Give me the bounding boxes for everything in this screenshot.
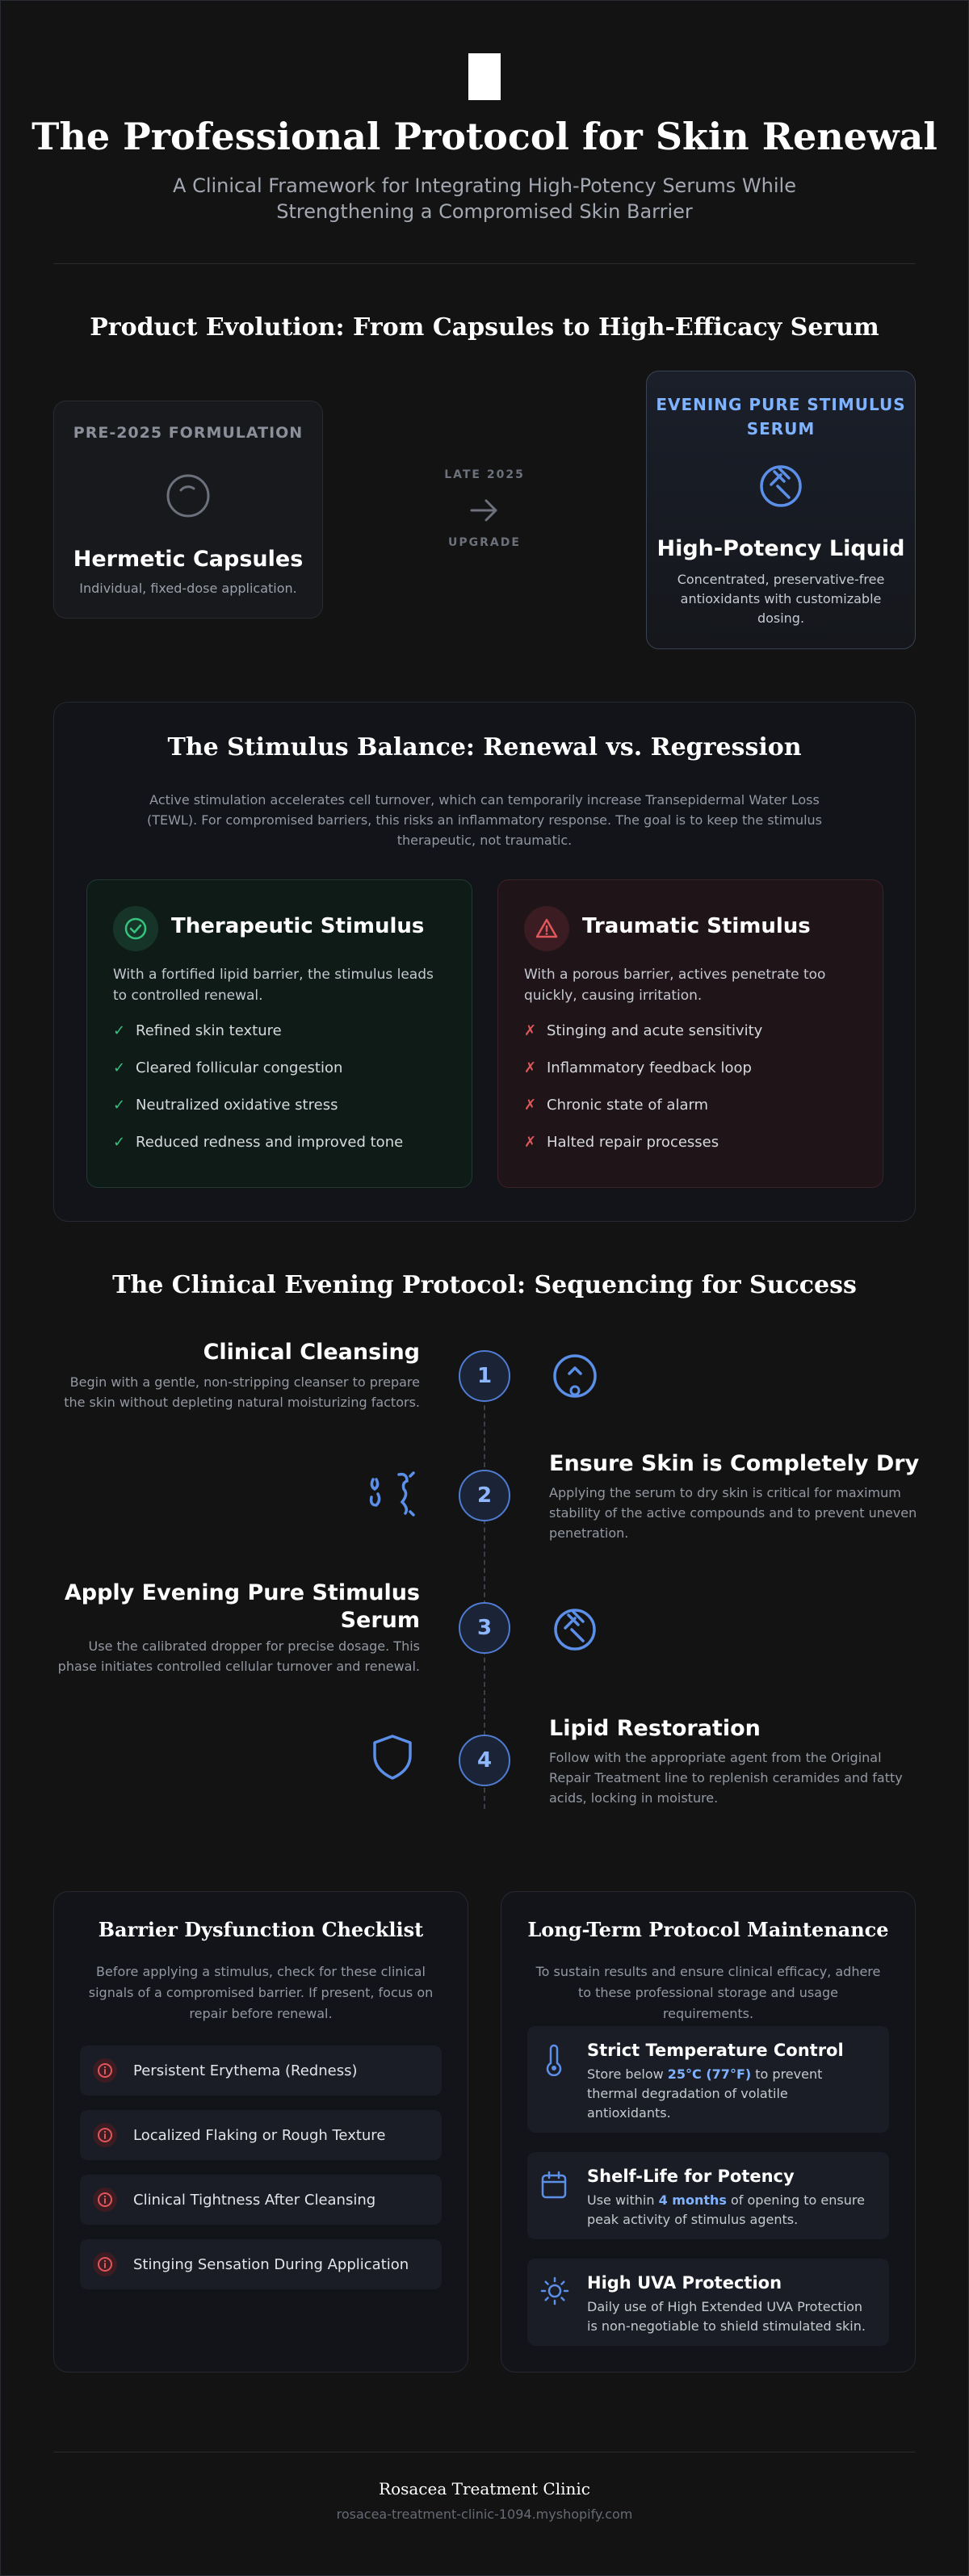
list-item: ✓ Cleared follicular congestion (113, 1059, 343, 1076)
checkmark-icon: ✓ (113, 1022, 126, 1039)
warning-triangle-icon (524, 906, 569, 951)
step-3-number: 3 (459, 1602, 510, 1654)
checklist-item: Stinging Sensation During Application (80, 2239, 442, 2289)
new-formulation-desc: Concentrated, preservative-free antioxidants with customizable dosing. (677, 572, 885, 626)
old-formulation-card (53, 401, 323, 619)
calendar-icon (540, 2170, 568, 2204)
step-4-desc: Follow with the appropriate agent from the Original Repair Treatment line to replenish ceramides and fatty acids, locking in moisture. (549, 1750, 903, 1806)
protocol-title: The Clinical Evening Protocol: Sequencing for Success (112, 1271, 857, 1299)
cross-icon: ✗ (524, 1059, 537, 1076)
checkmark-icon: ✓ (113, 1059, 126, 1076)
dropper-icon (551, 1604, 599, 1655)
sun-icon (540, 2276, 569, 2309)
step-1-number: 1 (459, 1350, 510, 1402)
arrow-right-icon (467, 493, 502, 531)
maintenance-item-shelf-life: Shelf-Life for Potency Use within 4 months of opening to ensure peak activity of stimulus agents. (527, 2152, 889, 2239)
water-drops-icon (367, 1470, 418, 1521)
list-item: ✗ Stinging and acute sensitivity (524, 1022, 763, 1039)
barrier-checklist-panel (53, 1891, 468, 2373)
list-item: ✗ Chronic state of alarm (524, 1097, 709, 1114)
maintenance-item-temperature: Strict Temperature Control Store below 25°C (77°F) to prevent thermal degradation of volatile antioxidants. (527, 2026, 889, 2133)
new-formulation-label: EVENING PURE STIMULUS SERUM (656, 395, 906, 438)
header-divider (53, 263, 916, 264)
list-item: ✓ Refined skin texture (113, 1022, 282, 1039)
info-icon (93, 2252, 117, 2276)
checklist-title: Barrier Dysfunction Checklist (98, 1918, 424, 1941)
balance-intro: Active stimulation accelerates cell turnover, which can temporarily increase Transepidermal Water Loss (TEWL). For compromised barriers, this risks an inflammatory response. The goal is to keep the stimulus therapeutic, not traumatic. (146, 792, 823, 848)
therapeutic-card (86, 879, 472, 1188)
cleanser-icon (551, 1352, 599, 1403)
step-4-number: 4 (459, 1735, 510, 1786)
transition-label: UPGRADE (448, 536, 521, 549)
check-circle-icon (113, 906, 158, 951)
capsule-ring-icon (165, 472, 212, 522)
step-1-desc: Begin with a gentle, non-stripping cleanser to prepare the skin without depleting natural moisturizing factors. (64, 1374, 420, 1410)
maintenance-item-uva: High UVA Protection Daily use of High Extended UVA Protection is non-negotiable to shield stimulated skin. (527, 2259, 889, 2346)
therapeutic-title: Therapeutic Stimulus (171, 914, 425, 938)
step-2-title: Ensure Skin is Completely Dry (549, 1451, 920, 1476)
checklist-item: Persistent Erythema (Redness) (80, 2045, 442, 2096)
maintenance-title: Long-Term Protocol Maintenance (527, 1918, 889, 1941)
balance-title: The Stimulus Balance: Renewal vs. Regression (167, 733, 802, 761)
traumatic-title: Traumatic Stimulus (582, 914, 811, 938)
footer-url-link[interactable]: rosacea-treatment-clinic-1094.myshopify.com (336, 2507, 633, 2522)
new-formulation-card (646, 371, 916, 649)
checklist-item: Localized Flaking or Rough Texture (80, 2110, 442, 2160)
new-formulation-name: High-Potency Liquid (656, 536, 905, 561)
step-3-desc: Use the calibrated dropper for precise dosage. This phase initiates controlled cellular turnover and renewal. (57, 1638, 420, 1674)
step-2-number: 2 (459, 1470, 510, 1521)
list-item: ✗ Halted repair processes (524, 1134, 719, 1151)
cross-icon: ✗ (524, 1134, 537, 1151)
info-icon (93, 2123, 117, 2147)
traumatic-list (524, 1022, 866, 1171)
checkmark-icon: ✓ (113, 1097, 126, 1114)
page-subtitle: A Clinical Framework for Integrating High-Potency Serums While Strengthening a Compromised Skin Barrier (173, 174, 796, 223)
list-item: ✓ Reduced redness and improved tone (113, 1134, 404, 1151)
checklist-item: Clinical Tightness After Cleansing (80, 2175, 442, 2225)
maintenance-panel (501, 1891, 916, 2373)
footer-clinic-name: Rosacea Treatment Clinic (379, 2479, 590, 2498)
old-formulation-desc: Individual, fixed-dose application. (79, 581, 297, 596)
thermometer-icon (540, 2044, 568, 2079)
checkmark-icon: ✓ (113, 1134, 126, 1151)
therapeutic-desc: With a fortified lipid barrier, the stimulus leads to controlled renewal. (113, 967, 434, 1004)
list-item: ✗ Inflammatory feedback loop (524, 1059, 752, 1076)
evolution-title: Product Evolution: From Capsules to High-Efficacy Serum (90, 313, 879, 342)
old-formulation-label: PRE-2025 FORMULATION (73, 424, 304, 442)
maintenance-intro: To sustain results and ensure clinical efficacy, adhere to these professional storage and usage requirements. (535, 1964, 881, 2021)
cross-icon: ✗ (524, 1022, 537, 1039)
page-title: The Professional Protocol for Skin Renewal (31, 115, 938, 158)
step-3-title: Apply Evening Pure Stimulus Serum (64, 1580, 420, 1633)
shield-icon (370, 1733, 415, 1785)
transition-date: LATE 2025 (444, 468, 525, 481)
info-icon (93, 2058, 117, 2083)
old-formulation-name: Hermetic Capsules (73, 547, 304, 572)
brand-logo (468, 53, 501, 100)
list-item: ✓ Neutralized oxidative stress (113, 1097, 338, 1114)
info-icon (93, 2188, 117, 2212)
traumatic-desc: With a porous barrier, actives penetrate too quickly, causing irritation. (524, 967, 826, 1004)
step-4-title: Lipid Restoration (549, 1716, 761, 1741)
dropper-icon (757, 460, 805, 512)
therapeutic-list (113, 1022, 455, 1171)
traumatic-card (497, 879, 883, 1188)
step-2-desc: Applying the serum to dry skin is critical for maximum stability of the active compounds and to prevent uneven penetration. (549, 1485, 917, 1541)
step-1-title: Clinical Cleansing (203, 1340, 420, 1365)
cross-icon: ✗ (524, 1097, 537, 1114)
checklist-intro: Before applying a stimulus, check for these clinical signals of a compromised barrier. If present, focus on repair before renewal. (88, 1964, 434, 2021)
